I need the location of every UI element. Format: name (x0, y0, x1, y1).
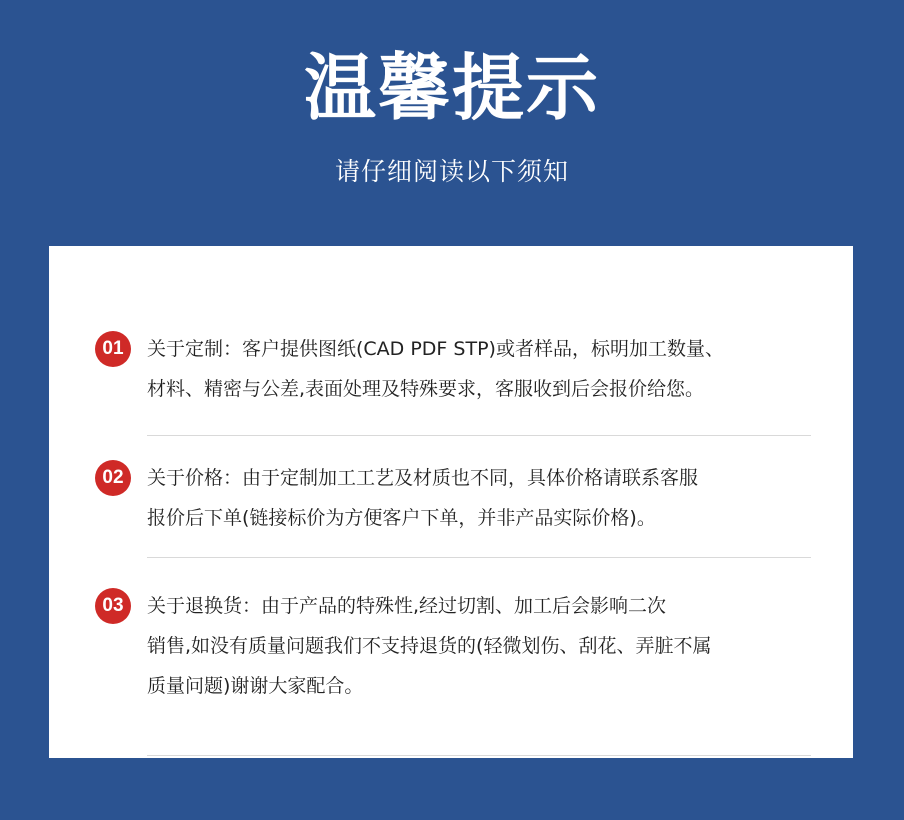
item-number-badge: 02 (95, 460, 131, 496)
notice-item-text (147, 458, 819, 538)
notice-card (49, 246, 853, 758)
notice-item-line: 销售,如没有质量问题我们不支持退货的(轻微划伤、刮花、弄脏不属 (147, 635, 712, 657)
notice-item-text (147, 329, 819, 409)
notice-item-line: 报价后下单(链接标价为方便客户下单，并非产品实际价格)。 (147, 507, 656, 529)
notice-item-line: 关于定制：客户提供图纸(CAD PDF STP)或者样品，标明加工数量、 (147, 338, 724, 360)
notice-item-line: 质量问题)谢谢大家配合。 (147, 675, 364, 697)
notice-item-line: 关于价格：由于定制加工工艺及材质也不同，具体价格请联系客服 (147, 467, 699, 489)
notice-item-line: 材料、精密与公差,表面处理及特殊要求，客服收到后会报价给您。 (147, 378, 705, 400)
item-number-badge: 01 (95, 331, 131, 367)
notice-item-text (147, 586, 819, 706)
item-number-badge: 03 (95, 588, 131, 624)
page-subtitle: 请仔细阅读以下须知 (334, 157, 569, 186)
divider (147, 435, 811, 436)
divider (147, 755, 811, 756)
page-title: 温馨提示 (303, 46, 600, 130)
notice-item-line: 关于退换货：由于产品的特殊性,经过切割、加工后会影响二次 (147, 595, 667, 617)
divider (147, 557, 811, 558)
